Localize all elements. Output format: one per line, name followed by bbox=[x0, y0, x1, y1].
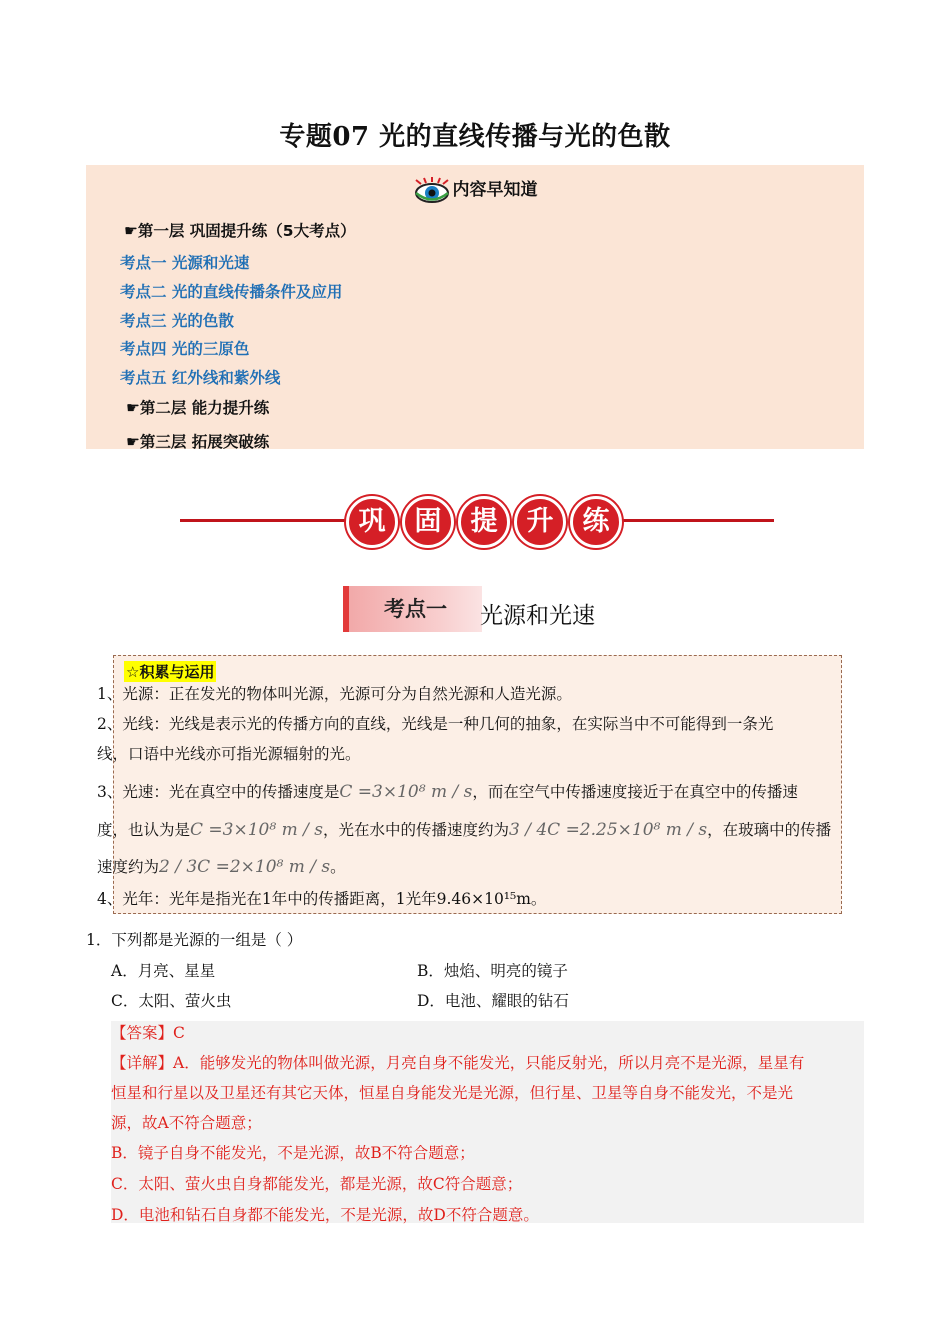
eye-icon bbox=[413, 176, 451, 204]
p3c-pre: 速度约为 bbox=[97, 858, 160, 876]
table-of-contents bbox=[86, 165, 864, 449]
banner-char-3: 提 bbox=[458, 496, 510, 548]
toc-topic-5[interactable]: 考点五 红外线和紫外线 bbox=[120, 369, 281, 387]
option-c[interactable]: C．太阳、萤火虫 bbox=[111, 992, 232, 1010]
accumulate-p3a bbox=[97, 782, 798, 802]
accumulate-p1-text: 1、光源：正在发光的物体叫光源，光源可分为自然光源和人造光源。 bbox=[97, 685, 572, 703]
formula-c-glass: 2 / 3C =2×10⁸ m / s bbox=[159, 857, 331, 877]
p3c-post: 。 bbox=[330, 858, 346, 876]
banner-char-5: 练 bbox=[570, 496, 622, 548]
accumulate-p3b bbox=[97, 820, 831, 840]
accumulate-p3c bbox=[97, 857, 346, 877]
detail-a-line-3: 源，故A不符合题意； bbox=[111, 1114, 262, 1132]
kaodian-tag bbox=[343, 586, 482, 632]
formula-c-air: C =3×10⁸ m / s bbox=[190, 820, 323, 840]
p3b-mid: ，光在水中的传播速度约为 bbox=[322, 821, 509, 839]
toc-layer-2[interactable]: ☛第二层 能力提升练 bbox=[126, 399, 270, 417]
option-d[interactable]: D．电池、耀眼的钻石 bbox=[417, 992, 569, 1010]
banner-char-1: 巩 bbox=[346, 496, 398, 548]
accumulate-label: ☆积累与运用 bbox=[126, 663, 215, 681]
accumulate-p1 bbox=[97, 684, 572, 704]
formula-c-vacuum: C =3×10⁸ m / s bbox=[339, 782, 473, 802]
option-a[interactable]: A．月亮、星星 bbox=[111, 962, 216, 980]
p3b-post: ，在玻璃中的传播 bbox=[707, 821, 832, 839]
p3b-pre: 度，也认为是 bbox=[97, 821, 191, 839]
detail-a-line-2: 恒星和行星以及卫星还有其它天体，恒星自身能发光是光源，但行星、卫星等自身不能发光，不是光 bbox=[111, 1084, 794, 1102]
banner-line-left bbox=[180, 519, 350, 522]
section-banner bbox=[180, 493, 774, 549]
p3a-post: ，而在空气中传播速度接近于在真空中的传播速 bbox=[472, 783, 798, 801]
option-b[interactable]: B．烛焰、明亮的镜子 bbox=[417, 962, 568, 980]
formula-c-water: 3 / 4C =2.25×10⁸ m / s bbox=[508, 820, 708, 840]
accumulate-p2a: 2、光线：光线是表示光的传播方向的直线，光线是一种几何的抽象，在实际当中不可能得到一条光 bbox=[97, 715, 774, 733]
p3a-pre: 3、光速：光在真空中的传播速度是 bbox=[97, 783, 340, 801]
question-stem: 1．下列都是光源的一组是（ ） bbox=[86, 931, 303, 949]
toc-topic-2[interactable]: 考点二 光的直线传播条件及应用 bbox=[120, 283, 343, 301]
toc-header bbox=[86, 175, 864, 204]
answer-line: 【答案】C bbox=[111, 1024, 185, 1042]
detail-d: D．电池和钻石自身都不能发光，不是光源，故D不符合题意。 bbox=[111, 1206, 539, 1224]
detail-b: B．镜子自身不能发光，不是光源，故B不符合题意； bbox=[111, 1144, 475, 1162]
detail-c: C．太阳、萤火虫自身都能发光，都是光源，故C符合题意； bbox=[111, 1175, 523, 1193]
banner-char-2: 固 bbox=[402, 496, 454, 548]
kaodian-title: 光源和光速 bbox=[480, 603, 595, 629]
banner-line-right bbox=[604, 519, 774, 522]
detail-a-line-1: 【详解】A．能够发光的物体叫做光源，月亮自身不能发光，只能反射光，所以月亮不是光源，星星有 bbox=[111, 1054, 805, 1072]
toc-topic-4[interactable]: 考点四 光的三原色 bbox=[120, 340, 250, 358]
toc-layer-3[interactable]: ☛第三层 拓展突破练 bbox=[126, 433, 270, 451]
banner-char-4: 升 bbox=[514, 496, 566, 548]
kaodian-tag-label: 考点一 bbox=[384, 597, 447, 621]
toc-header-label: 内容早知道 bbox=[452, 180, 538, 200]
accumulate-p4: 4、光年：光年是指光在1年中的传播距离，1光年9.46×10¹⁵m。 bbox=[97, 890, 547, 908]
toc-layer-1[interactable]: ☛第一层 巩固提升练（5大考点） bbox=[124, 222, 356, 240]
toc-topic-1[interactable]: 考点一 光源和光速 bbox=[120, 254, 250, 272]
accumulate-p2b: 线，口语中光线亦可指光源辐射的光。 bbox=[97, 745, 361, 763]
page-title: 专题07 光的直线传播与光的色散 bbox=[279, 122, 671, 152]
toc-topic-3[interactable]: 考点三 光的色散 bbox=[120, 312, 234, 330]
